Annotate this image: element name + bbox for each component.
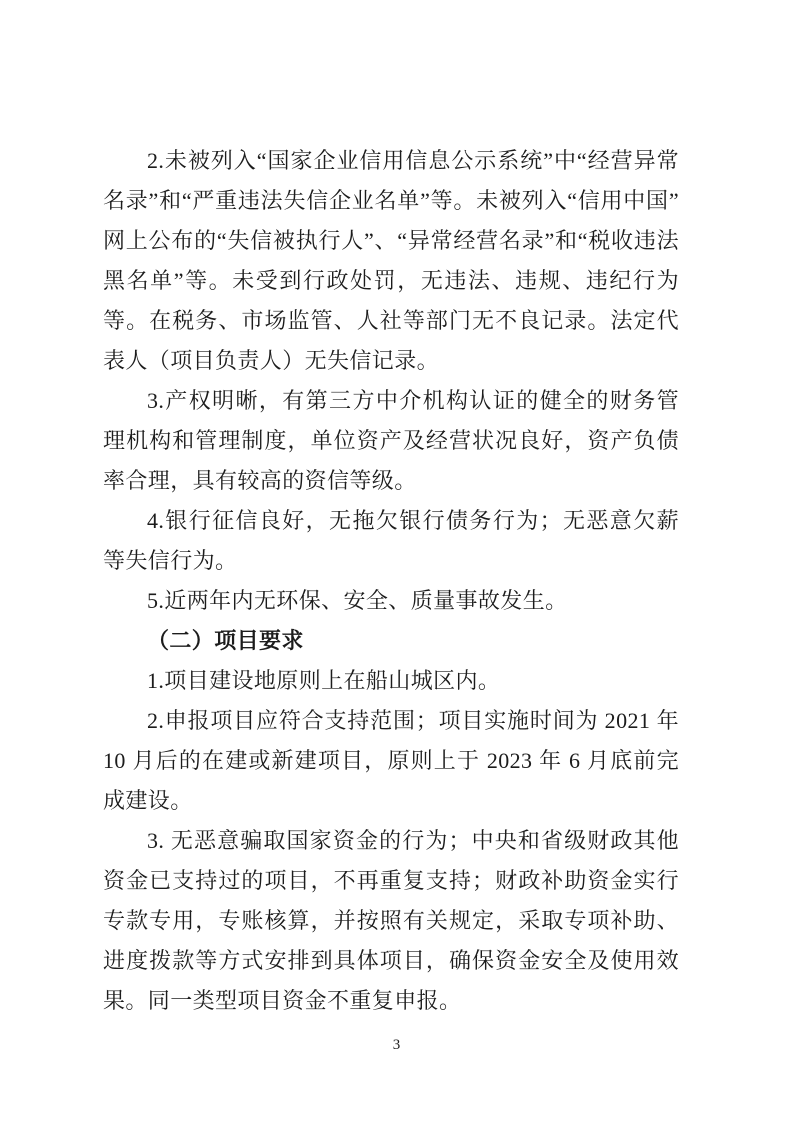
document-body	[103, 141, 679, 1021]
para-no-accidents: 5.近两年内无环保、安全、质量事故发生。	[147, 588, 568, 613]
page-number: 3	[392, 1037, 401, 1053]
para-funding-rules: 3. 无恶意骗取国家资金的行为；中央和省级财政其他资金已支持过的项目，不再重复支持；财政补助资金实行专款专用，专账核算，并按照有关规定，采取专项补助、进度拨款等方式安排到具体项目，确保资金安全及使用效果。同一类型项目资金不重复申报。	[103, 828, 679, 1013]
para-project-timeline: 2.申报项目应符合支持范围；项目实施时间为 2021 年 10 月后的在建或新建项目，原则上于 2023 年 6 月底前完成建设。	[103, 708, 679, 813]
para-project-location: 1.项目建设地原则上在船山城区内。	[147, 668, 501, 693]
heading-project-requirements: （二）项目要求	[147, 628, 304, 653]
para-property-finance: 3.产权明晰，有第三方中介机构认证的健全的财务管理机构和管理制度，单位资产及经营状况良好，资产负债率合理，具有较高的资信等级。	[103, 388, 679, 493]
para-bank-credit: 4.银行征信良好，无拖欠银行债务行为；无恶意欠薪等失信行为。	[103, 508, 679, 573]
para-credit-records: 2.未被列入“国家企业信用信息公示系统”中“经营异常名录”和“严重违法失信企业名单”等。未被列入“信用中国”网上公布的“失信被执行人”、“异常经营名录”和“税收违法黑名单”等。未受到行政处罚，无违法、违规、违纪行为等。在税务、市场监管、人社等部门无不良记录。法定代表人（项目负责人）无失信记录。	[103, 148, 679, 373]
